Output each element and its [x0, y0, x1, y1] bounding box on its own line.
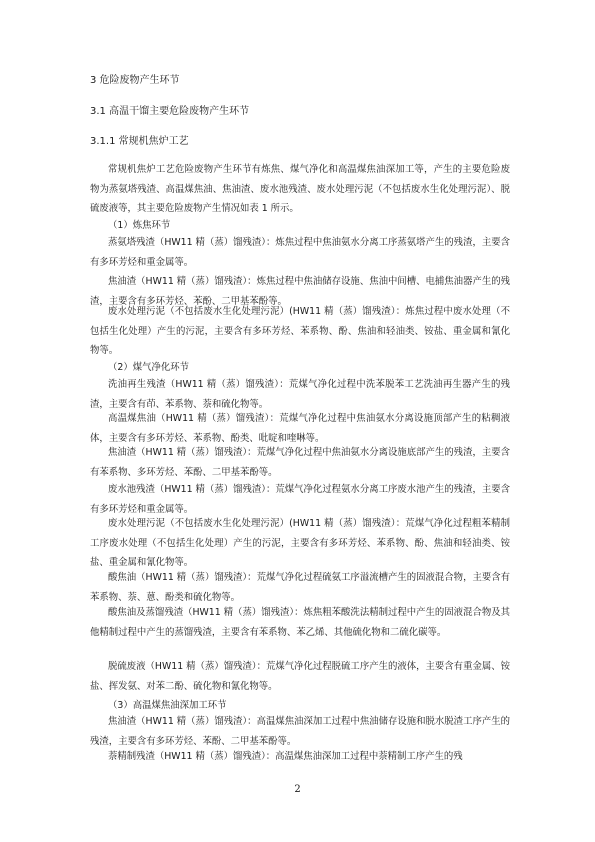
intro-paragraph: 常规机焦炉工艺危险废物产生环节有炼焦、煤气净化和高温煤焦油深加工等，产生的主要危险废物为蒸氨塔残渣、高温煤焦油、焦油渣、废水池残渣、废水处理污泥（不包括废水生化处理污泥）、脱硫废液等，其主要危险废物产生情况如表 1 所示。 [90, 164, 510, 215]
paragraph-desulfurization-liquid: 脱硫废液（HW11 精（蒸）馏残渣）：荒煤气净化过程脱硫工序产生的液体，主要含有重金属、铵盐、挥发氨、对苯二酚、硫化物和氰化物等。 [90, 661, 510, 692]
subheading-coking: （1）炼焦环节 [108, 220, 171, 231]
paragraph-high-temp-coal-tar: 高温煤焦油（HW11 精（蒸）馏残渣）：荒煤气净化过程中焦油氨水分离设施顶部产生的粘稠液体，主要含有多环芳烃、苯系物、酚类、吡啶和喹啉等。 [90, 413, 510, 444]
paragraph-wastewater-sludge-coking: 废水处理污泥（不包括废水生化处理污泥）(HW11 精（蒸）馏残渣）：炼焦过程中废水处理（不包括生化处理）产生的污泥，主要含有多环芳烃、苯系物、酚、焦油和轻油类、铵盐、重金属和氰化物等。 [90, 306, 510, 357]
paragraph-wastewater-pool-residue: 废水池残渣（HW11 精（蒸）馏残渣）：荒煤气净化过程氨水分离工序废水池产生的残渣，主要含有多环芳烃和重金属等。 [90, 484, 510, 515]
paragraph-wastewater-sludge-gas: 废水处理污泥（不包括废水生化处理污泥）(HW11 精（蒸）馏残渣）：荒煤气净化过程粗苯精制工序废水处理（不包括生化处理）产生的污泥，主要含有多环芳烃、苯系物、酚、焦油和轻油类、铵盐、重金属和氰化物等。 [90, 518, 510, 569]
subheading-gas-purification: （2）煤气净化环节 [108, 362, 189, 373]
paragraph-ammonia-still-residue: 蒸氨塔残渣（HW11 精（蒸）馏残渣）：炼焦过程中焦油氨水分离工序蒸氨塔产生的残渣，主要含有多环芳烃和重金属等。 [90, 237, 510, 268]
paragraph-naphthalene-residue: 萘精制残渣（HW11 精（蒸）馏残渣）：高温煤焦油深加工过程中萘精制工序产生的残 [108, 751, 463, 762]
paragraph-wash-oil-residue: 洗油再生残渣（HW11 精（蒸）馏残渣）：荒煤气净化过程中洗苯脱苯工艺洗油再生器产生的残渣，主要含有茚、苯系物、萘和硫化物等。 [90, 379, 510, 410]
paragraph-tar-residue-gas: 焦油渣（HW11 精（蒸）馏残渣）：荒煤气净化过程中焦油氨水分离设施底部产生的残渣，主要含有苯系物、多环芳烃、苯酚、二甲基苯酚等。 [90, 447, 510, 478]
heading-section-3: 3 危险废物产生环节 [90, 75, 180, 86]
subheading-tar-processing: （3）高温煤焦油深加工环节 [108, 700, 227, 711]
heading-section-3-1: 3.1 高温干馏主要危险废物产生环节 [90, 106, 250, 117]
page-number: 2 [294, 784, 301, 795]
paragraph-acid-tar-distillation: 酸焦油及蒸馏残渣（HW11 精（蒸）馏残渣）：炼焦粗苯酸洗法精制过程中产生的固液混合物及其他精制过程中产生的蒸馏残渣，主要含有苯系物、苯乙烯、其他硫化物和二硫化碳等。 [90, 607, 510, 638]
paragraph-tar-residue-coking: 焦油渣（HW11 精（蒸）馏残渣）：炼焦过程中焦油储存设施、焦油中间槽、电捕焦油器产生的残渣，主要含有多环芳烃、苯酚、二甲基苯酚等。 [90, 276, 510, 307]
heading-section-3-1-1: 3.1.1 常规机焦炉工艺 [90, 136, 189, 147]
paragraph-tar-residue-processing: 焦油渣（HW11 精（蒸）馏残渣）：高温煤焦油深加工过程中焦油储存设施和脱水脱渣工序产生的残渣，主要含有多环芳烃、苯酚、二甲基苯酚等。 [90, 716, 510, 747]
paragraph-acid-tar: 酸焦油（HW11 精（蒸）馏残渣）：荒煤气净化过程硫氨工序溢流槽产生的固液混合物，主要含有苯系物、萘、蒽、酚类和硫化物等。 [90, 572, 510, 603]
